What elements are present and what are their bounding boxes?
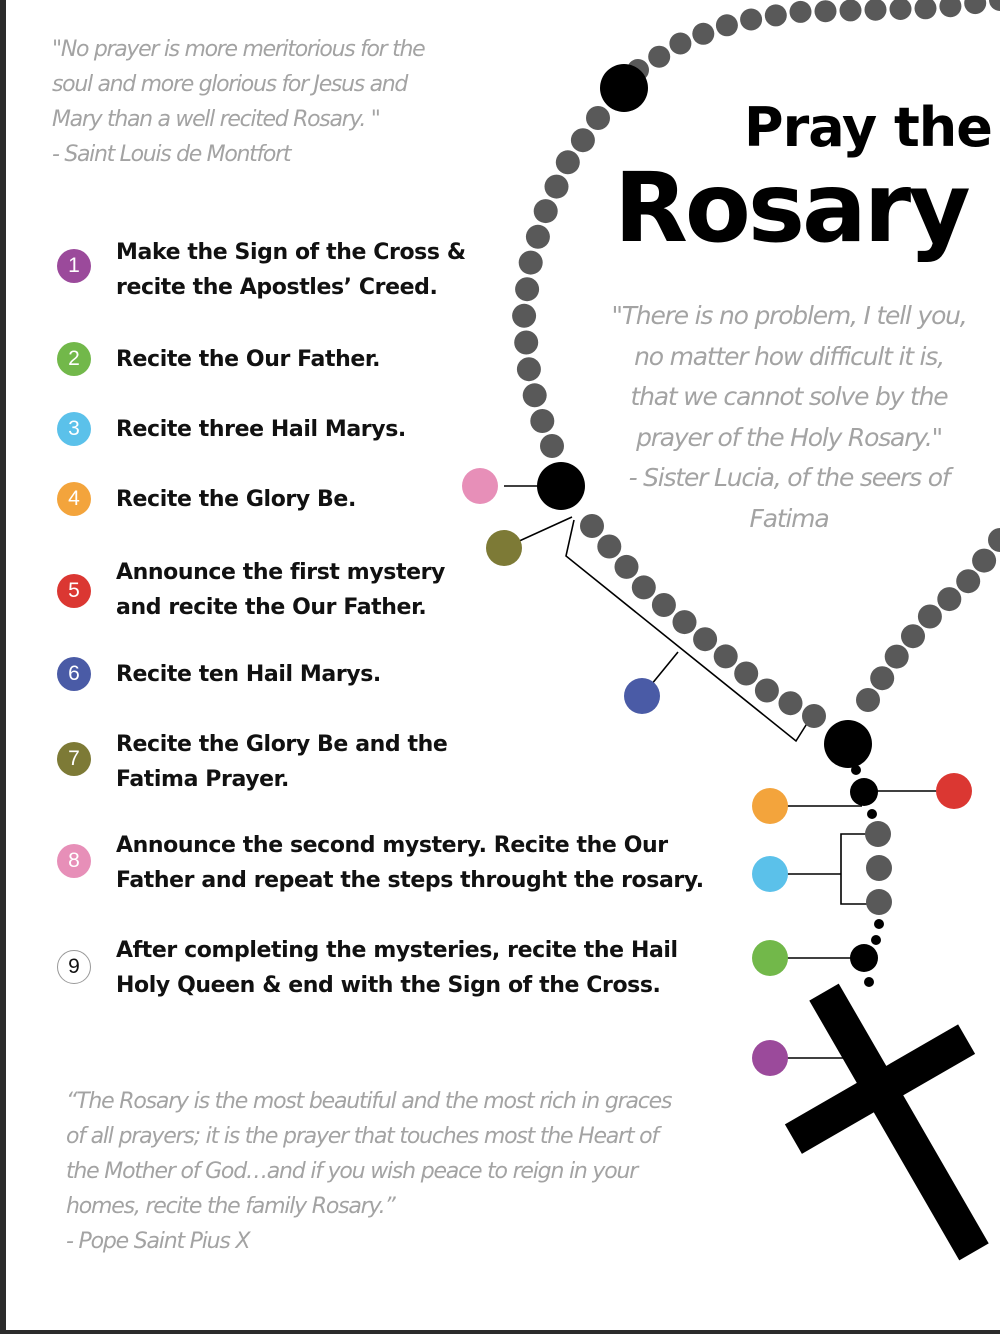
- large-bead: [600, 64, 648, 112]
- step-number-badge: 7: [57, 742, 91, 776]
- small-bead: [901, 624, 925, 648]
- step-text-line: Holy Queen & end with the Sign of the Cross.: [116, 973, 661, 998]
- step-number-badge: 3: [57, 412, 91, 446]
- small-bead: [802, 704, 826, 728]
- small-bead: [534, 199, 558, 223]
- small-bead: [571, 128, 595, 152]
- quote-sister-lucia: [594, 296, 984, 539]
- quote-line: that we cannot solve by the: [630, 382, 948, 411]
- small-bead: [632, 575, 656, 599]
- quote-line: “The Rosary is the most beautiful and the most rich in graces: [66, 1089, 672, 1114]
- small-bead: [526, 225, 550, 249]
- small-bead: [885, 645, 909, 669]
- step-text: [116, 235, 466, 305]
- chain-link: [874, 919, 884, 929]
- step-number-badge: 5: [57, 574, 91, 608]
- small-bead: [530, 409, 554, 433]
- page-title-line-1: Pray the: [744, 96, 992, 159]
- small-bead: [939, 0, 961, 17]
- step-number-badge: 6: [57, 657, 91, 691]
- page-title-line-2: Rosary: [614, 152, 968, 264]
- step-number-badge: 4: [57, 482, 91, 516]
- small-bead: [652, 593, 676, 617]
- small-bead: [918, 605, 942, 629]
- quote-line: no matter how difficult it is,: [634, 341, 944, 371]
- small-bead: [815, 0, 837, 22]
- quote-pope-saint-pius-x: [66, 1084, 671, 1259]
- chain-link: [867, 809, 877, 819]
- small-bead: [866, 889, 892, 915]
- step-text-line: Father and repeat the steps throught the rosary.: [116, 868, 704, 893]
- quote-line: of all prayers; it is the prayer that touches most the Heart of: [66, 1124, 658, 1149]
- step-text-line: Recite the Glory Be.: [116, 487, 356, 512]
- small-bead: [523, 383, 547, 407]
- step-text: [116, 482, 356, 517]
- step-1-marker: [752, 1040, 788, 1076]
- large-bead: [537, 462, 585, 510]
- small-bead: [865, 821, 891, 847]
- small-bead: [512, 304, 536, 328]
- step-5-marker: [936, 773, 972, 809]
- step-number-badge: 1: [57, 249, 91, 283]
- large-bead: [850, 778, 878, 806]
- step-text: [116, 555, 445, 625]
- crucifix-icon: [737, 942, 1000, 1302]
- small-bead: [586, 106, 610, 130]
- small-bead: [964, 0, 986, 14]
- small-bead: [673, 610, 697, 634]
- quote-line: Mary than a well recited Rosary. ": [52, 107, 380, 132]
- step-6-marker: [624, 678, 660, 714]
- small-bead: [519, 251, 543, 275]
- step-7-marker: [486, 530, 522, 566]
- step-8-marker: [462, 468, 498, 504]
- small-bead: [648, 46, 670, 68]
- small-bead: [716, 14, 738, 36]
- step-text: [116, 412, 406, 447]
- small-bead: [988, 528, 1000, 552]
- step-text-line: Recite ten Hail Marys.: [116, 662, 381, 687]
- small-bead: [915, 0, 937, 19]
- quote-line: the Mother of God…and if you wish peace to reign in your: [66, 1159, 638, 1184]
- small-bead: [870, 666, 894, 690]
- quote-saint-louis-de-montfort: [52, 32, 424, 172]
- small-bead: [989, 0, 1000, 11]
- step-text-line: Recite three Hail Marys.: [116, 417, 406, 442]
- step-number-badge: 8: [57, 844, 91, 878]
- small-bead: [937, 587, 961, 611]
- small-bead: [840, 0, 862, 21]
- small-bead: [545, 175, 569, 199]
- small-bead: [669, 33, 691, 55]
- quote-attribution: - Sister Lucia, of the seers of: [628, 463, 950, 492]
- small-bead: [972, 549, 996, 573]
- step-text-line: Announce the second mystery. Recite the Our: [116, 833, 668, 858]
- step-text: [116, 342, 380, 377]
- small-bead: [540, 434, 564, 458]
- rosary-guide-page: [6, 0, 1000, 1330]
- chain-link: [864, 977, 874, 987]
- step-number-badge: 9: [57, 950, 91, 984]
- small-bead: [956, 569, 980, 593]
- step-text: [116, 828, 704, 898]
- step-text-line: Recite the Our Father.: [116, 347, 381, 372]
- small-bead: [765, 4, 787, 26]
- small-bead: [890, 0, 912, 20]
- small-bead: [515, 277, 539, 301]
- step-text-line: Make the Sign of the Cross &: [116, 240, 466, 265]
- small-bead: [615, 555, 639, 579]
- step-text-line: Fatima Prayer.: [116, 767, 289, 792]
- small-bead: [734, 662, 758, 686]
- small-bead: [779, 691, 803, 715]
- step-text-line: and recite the Our Father.: [116, 595, 427, 620]
- quote-line: "There is no problem, I tell you,: [611, 301, 967, 330]
- quote-attribution: - Saint Louis de Montfort: [52, 142, 291, 167]
- quote-line: prayer of the Holy Rosary.": [636, 422, 942, 452]
- center-bead: [824, 720, 872, 768]
- step-3-marker: [752, 856, 788, 892]
- large-bead: [850, 944, 878, 972]
- quote-attribution: - Pope Saint Pius X: [66, 1229, 250, 1254]
- small-bead: [692, 23, 714, 45]
- small-bead: [740, 9, 762, 31]
- step-text-line: Announce the first mystery: [116, 560, 445, 585]
- small-bead: [556, 150, 580, 174]
- step-number-badge: 2: [57, 342, 91, 376]
- step-text: [116, 933, 678, 1003]
- small-bead: [856, 688, 880, 712]
- quote-line: "No prayer is more meritorious for the: [52, 37, 425, 62]
- step-text-line: Recite the Glory Be and the: [116, 732, 448, 757]
- step-text-line: After completing the mysteries, recite the Hail: [116, 938, 678, 963]
- small-bead: [865, 0, 887, 21]
- small-bead: [714, 644, 738, 668]
- step-2-marker: [752, 940, 788, 976]
- small-bead: [693, 627, 717, 651]
- small-bead: [514, 331, 538, 355]
- quote-line: homes, recite the family Rosary.”: [66, 1194, 395, 1219]
- chain-link: [871, 935, 881, 945]
- small-bead: [866, 855, 892, 881]
- small-bead: [790, 1, 812, 23]
- small-bead: [755, 679, 779, 703]
- step-text: [116, 727, 447, 797]
- quote-attribution: Fatima: [749, 503, 829, 533]
- small-bead: [517, 357, 541, 381]
- step-4-marker: [752, 788, 788, 824]
- chain-link: [851, 765, 861, 775]
- step-text: [116, 657, 381, 692]
- quote-line: soul and more glorious for Jesus and: [52, 72, 408, 97]
- step-text-line: recite the Apostles’ Creed.: [116, 275, 438, 300]
